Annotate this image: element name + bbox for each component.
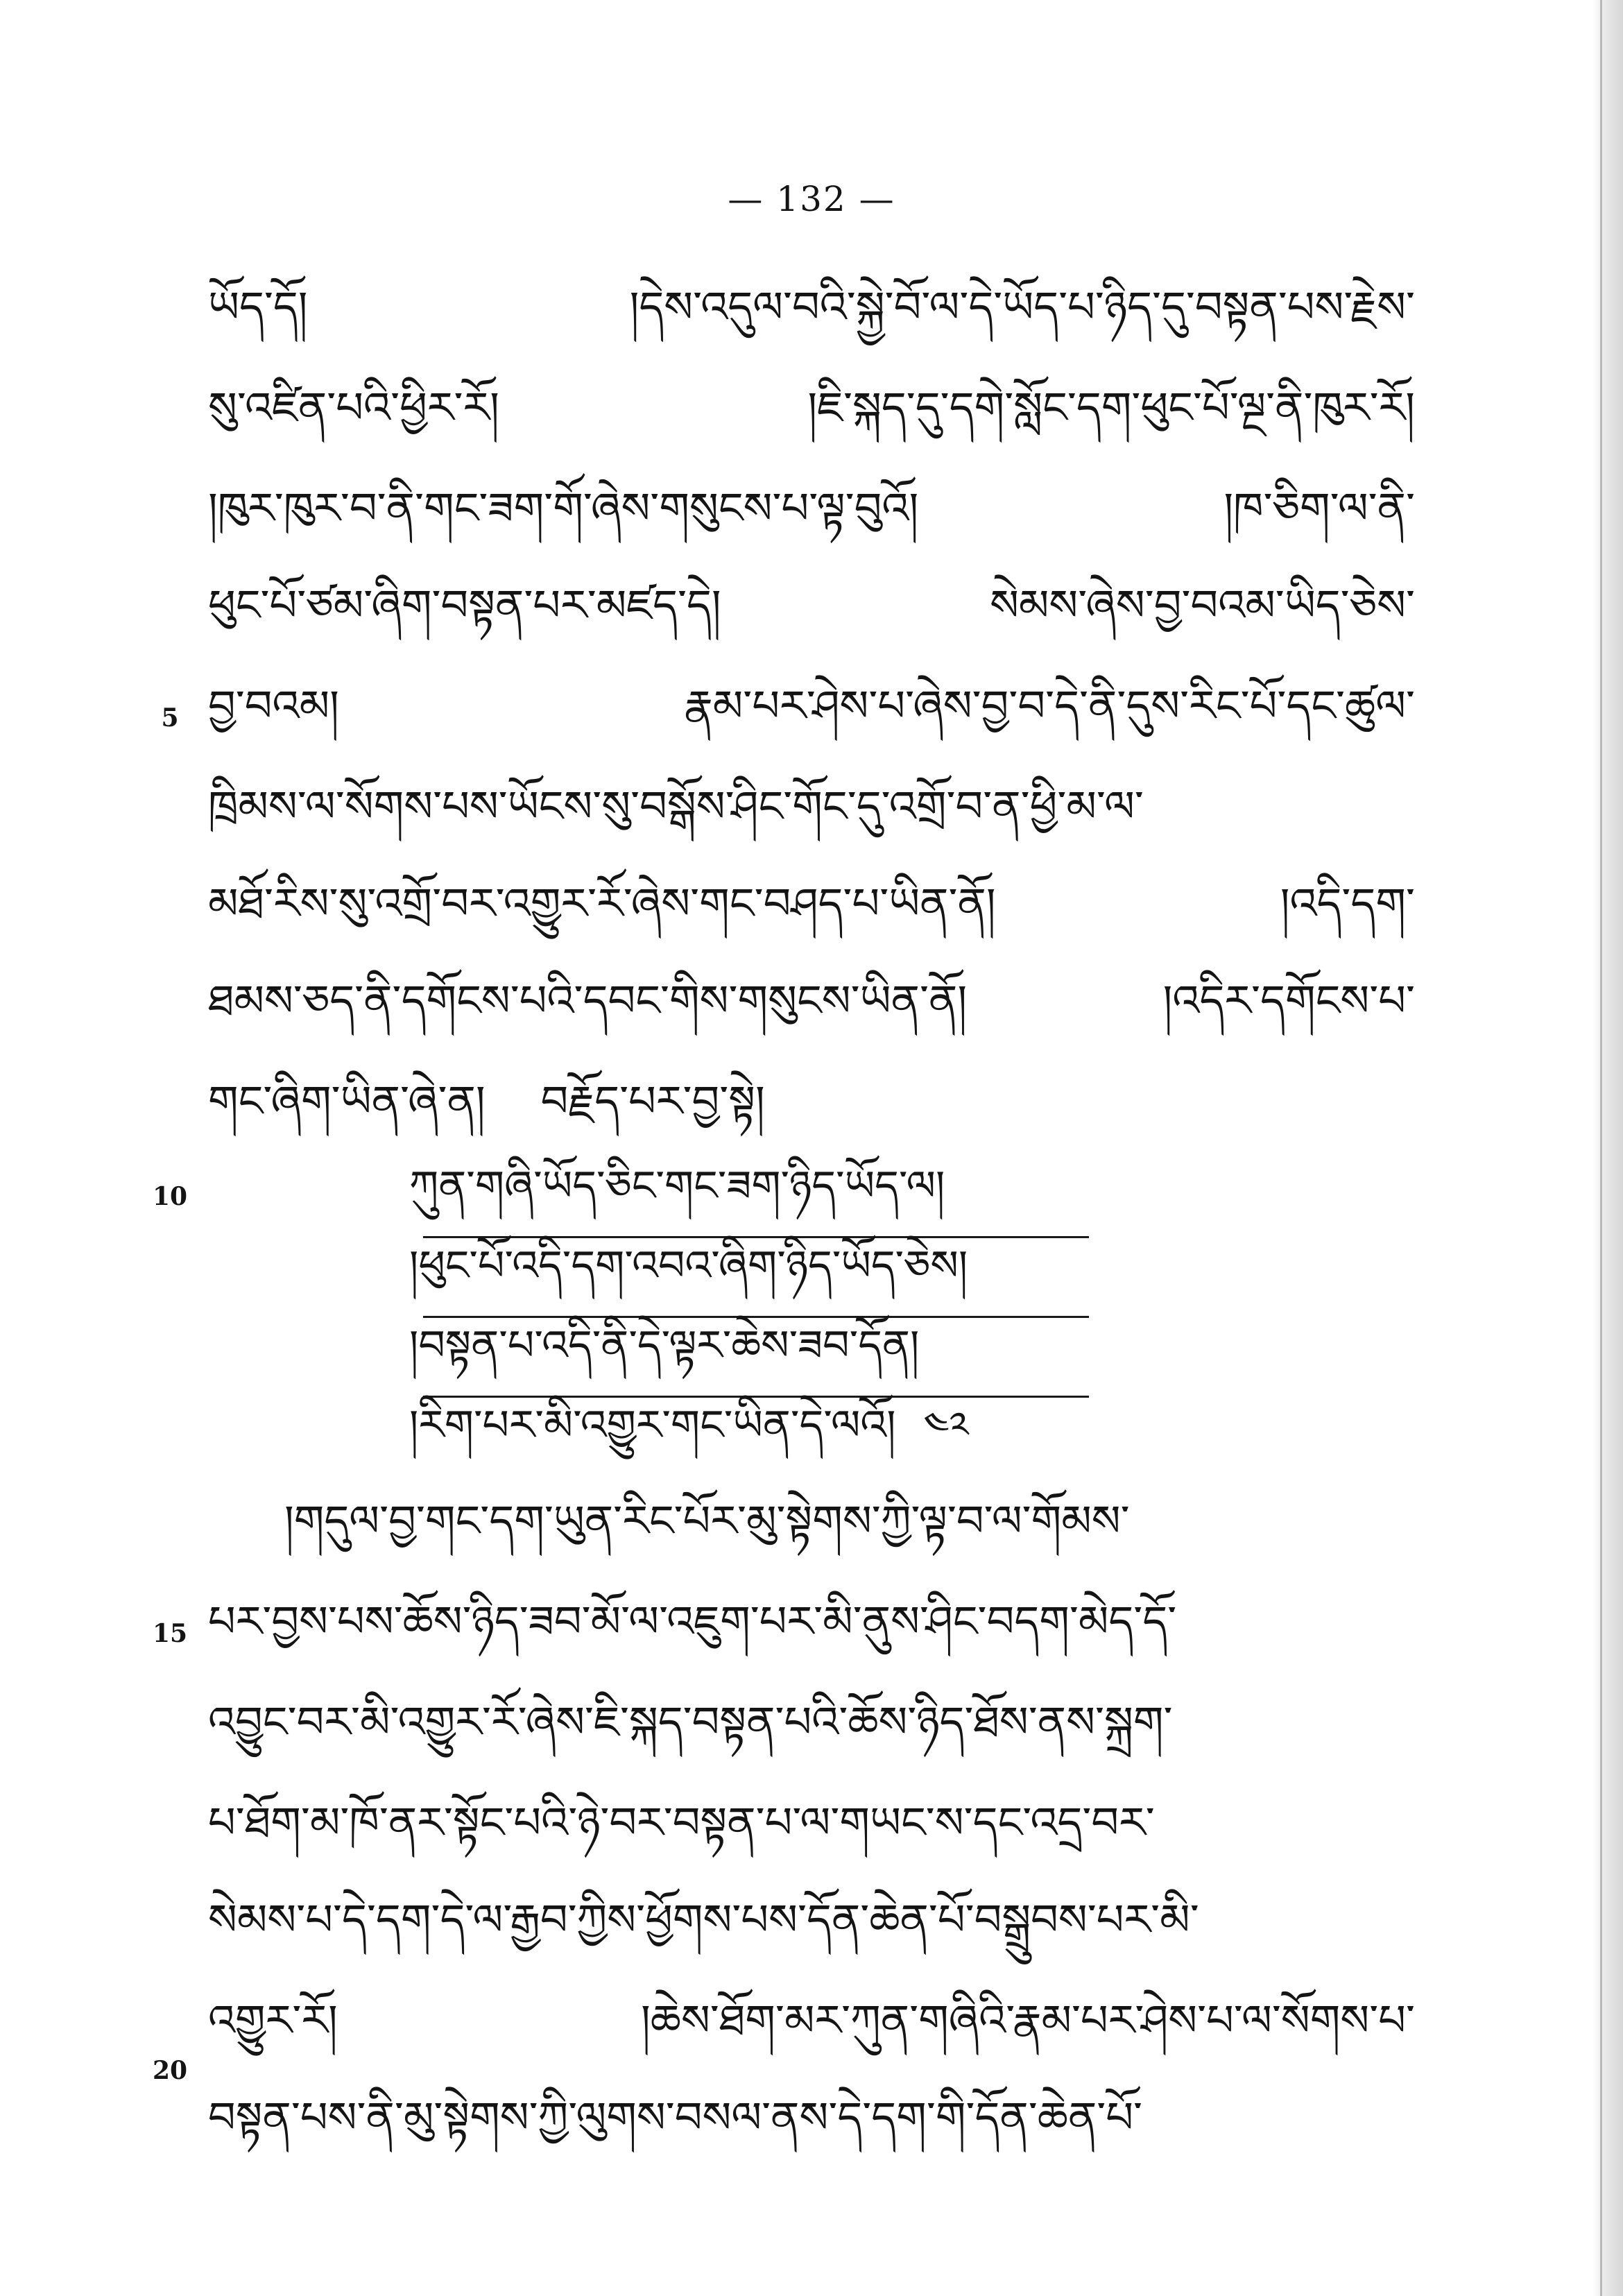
text-segment: པ་ཐོག་མ་ཁོ་ནར་སྟོང་པའི་ཉེ་བར་བསྟན་པ་ལ་གཡང་ས་དང་འདྲ་བར་ [208,1797,1155,1848]
text-segment: །འདིར་དགོངས་པ་ [1162,975,1415,1026]
text-segment: བྱ་བའམ། [208,680,339,731]
text-segment: མཐོ་རིས་སུ་འགྲོ་བར་འགྱུར་རོ་ཞེས་གང་བཤད་པ་ཡིན་ནོ། [208,877,996,929]
text-segment: སེམས་ཞེས་བྱ་བའམ་ཡིད་ཅེས་ [990,579,1415,631]
text-line [208,1890,1415,1973]
text-segment: འབྱུང་བར་མི་འགྱུར་རོ་ཞེས་ཇི་སྐད་བསྟན་པའི་ཆོས་ཉིད་ཐོས་ནས་སྐྲག་ [208,1696,1173,1747]
verse-block [409,1158,1172,1475]
text-segment: འགྱུར་རོ། [208,1994,338,2046]
text-segment: ཕུང་པོ་ཙམ་ཞིག་བསྟན་པར་མཛད་དེ། [208,579,721,631]
text-segment: སེམས་པ་དེ་དག་དེ་ལ་རྒྱབ་ཀྱིས་ཕྱོགས་པས་དོན་ཆེན་པོ་བསྒྲུབས་པར་མི་ [208,1894,1199,1945]
text-segment: ཐམས་ཅད་ནི་དགོངས་པའི་དབང་གིས་གསུངས་ཡིན་ནོ། [208,975,968,1026]
line-number-5: 5 [161,703,179,733]
verse-line-text: ཀུན་གཞི་ཡོད་ཅིང་གང་ཟག་ཉིད་ཡོད་ལ། [409,1161,945,1210]
text-segment: རྣམ་པར་ཤེས་པ་ཞེས་བྱ་བ་དེ་ནི་དུས་རིང་པོ་དང་ཚུལ་ [684,680,1415,731]
text-line [208,1592,1415,1675]
text-line [208,378,1415,461]
text-segment: ཡོད་དོ། [208,281,308,332]
text-line [208,2088,1415,2171]
verse-number: ༤༢ [923,1404,969,1448]
text-line [208,576,1415,659]
page-edge-line [1600,0,1602,2296]
text-segment: །ཇི་སྐད་དུ་དགེ་སློང་དག་ཕུང་པོ་ལྔ་ནི་ཁུར་རོ། [807,382,1415,433]
text-segment: །ཆེས་ཐོག་མར་ཀུན་གཞིའི་རྣམ་པར་ཤེས་པ་ལ་སོགས་པ་ [641,1994,1415,2046]
text-segment: །ཁུར་ཁུར་བ་ནི་གང་ཟག་གོ་ཞེས་གསུངས་པ་ལྟ་བུའོ། [208,482,919,533]
text-segment: ཁྲིམས་ལ་སོགས་པས་ཡོངས་སུ་བསྒོས་ཤིང་གོང་དུ་འགྲོ་བ་ན་ཕྱི་མ་ལ་ [208,780,1144,832]
text-line [208,676,1415,760]
text-segment: །གདུལ་བྱ་གང་དག་ཡུན་རིང་པོར་མུ་སྟེགས་ཀྱི་ལྟ་བ་ལ་གོམས་ [284,1495,1130,1546]
text-segment: བསྟན་པས་ནི་མུ་སྟེགས་ཀྱི་ལུགས་བསལ་ནས་དེ་དག་གི་དོན་ཆེན་པོ་ [208,2091,1143,2143]
text-line [208,777,1415,860]
verse-line-text: །ཕུང་པོ་འདི་དག་འབའ་ཞིག་ཉིད་ཡོད་ཅེས། [409,1241,968,1290]
line-number-10: 10 [152,1182,188,1211]
text-line [208,971,1415,1054]
text-line [208,277,1415,361]
text-line [284,1491,1415,1575]
text-segment: སུ་འཛིན་པའི་ཕྱིར་རོ། [208,382,499,433]
page-number: — 132 — [728,179,895,219]
text-line [208,874,1415,957]
text-line [208,1693,1415,1776]
verse-line [409,1398,1172,1475]
text-segment: །དེས་འདུལ་བའི་སྐྱེ་བོ་ལ་དེ་ཡོད་པ་ཉིད་དུ་བསྟན་པས་རྗེས་ [629,281,1415,332]
text-line [208,479,1415,562]
text-line [208,1793,1415,1876]
text-segment: པར་བྱས་པས་ཆོས་ཉིད་ཟབ་མོ་ལ་འཇུག་པར་མི་ནུས་ཤིང་བདག་མེད་དོ་ [208,1595,1177,1647]
text-segment: བརྗོད་པར་བྱ་སྟེ། [540,1075,765,1126]
text-segment: གང་ཞིག་ཡིན་ཞེ་ན། [208,1075,486,1126]
text-segment: །ཁ་ཅིག་ལ་ནི་ [1223,482,1415,533]
line-number-15: 15 [152,1619,188,1648]
text-segment: །འདི་དག་ [1280,877,1415,929]
verse-line-text: །རིག་པར་མི་འགྱུར་གང་ཡིན་དེ་ལའོ། [409,1400,896,1450]
text-line [208,1991,1415,2074]
page-edge-shadow [1592,0,1623,2296]
verse-line-text: །བསྟན་པ་འདི་ནི་དེ་ལྟར་ཆེས་ཟབ་དོན། [409,1321,920,1370]
line-number-20: 20 [152,2056,188,2085]
